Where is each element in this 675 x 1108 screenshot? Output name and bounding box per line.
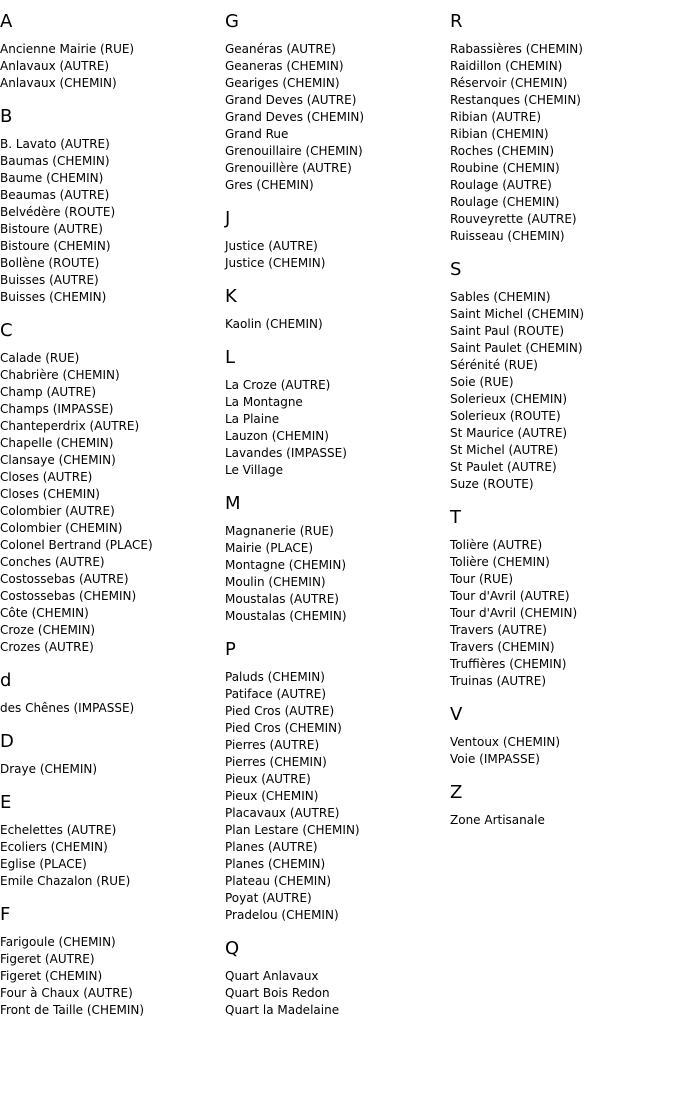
section-letter-heading: F <box>0 904 11 925</box>
street-list-item: Chanteperdrix (AUTRE) <box>0 419 140 433</box>
section-letter-heading: P <box>225 639 236 660</box>
street-list-item: Eglise (PLACE) <box>0 857 87 871</box>
section-letter-heading: Q <box>225 938 240 959</box>
street-list-item: Sérénité (RUE) <box>450 358 538 372</box>
letter-section <box>0 11 220 92</box>
street-list-item: Rouveyrette (AUTRE) <box>450 212 577 226</box>
letter-section <box>0 670 220 717</box>
street-list-item: Moustalas (CHEMIN) <box>225 609 347 623</box>
section-letter-heading: d <box>0 670 12 691</box>
street-list-item: Geaneras (CHEMIN) <box>225 59 344 73</box>
street-list-item: St Paulet (AUTRE) <box>450 460 557 474</box>
letter-section <box>450 259 670 493</box>
street-list-item: St Michel (AUTRE) <box>450 443 559 457</box>
street-list-item: Buisses (CHEMIN) <box>0 290 107 304</box>
street-list-item: Ventoux (CHEMIN) <box>450 735 561 749</box>
section-letter-heading: V <box>450 704 463 725</box>
street-list-item: Pradelou (CHEMIN) <box>225 908 339 922</box>
letter-section <box>450 782 670 829</box>
section-letter-heading: C <box>0 320 13 341</box>
street-list <box>450 734 670 768</box>
street-list-item: Ruisseau (CHEMIN) <box>450 229 565 243</box>
street-list-item: Poyat (AUTRE) <box>225 891 312 905</box>
street-list-item: Ancienne Mairie (RUE) <box>0 42 135 56</box>
street-list-item: Pied Cros (CHEMIN) <box>225 721 342 735</box>
street-list-item: Ribian (CHEMIN) <box>450 127 549 141</box>
street-list-item: Solerieux (CHEMIN) <box>450 392 568 406</box>
section-letter-heading: A <box>0 11 13 32</box>
street-list-item: Pied Cros (AUTRE) <box>225 704 335 718</box>
street-list-item: Bollène (ROUTE) <box>0 256 100 270</box>
street-list-item: Montagne (CHEMIN) <box>225 558 346 572</box>
street-list-item: Draye (CHEMIN) <box>0 762 98 776</box>
section-letter-heading: J <box>225 208 231 229</box>
street-list-item: Colonel Bertrand (PLACE) <box>0 538 153 552</box>
street-list <box>225 238 445 272</box>
street-list-item: Ribian (AUTRE) <box>450 110 542 124</box>
letter-section <box>450 704 670 768</box>
street-list-item: Truinas (AUTRE) <box>450 674 547 688</box>
letter-section <box>225 493 445 625</box>
street-list-item: Saint Paulet (CHEMIN) <box>450 341 583 355</box>
street-list-item: Planes (AUTRE) <box>225 840 318 854</box>
street-list-item: Réservoir (CHEMIN) <box>450 76 568 90</box>
street-list-item: Ecoliers (CHEMIN) <box>0 840 108 854</box>
street-list-item: Geariges (CHEMIN) <box>225 76 340 90</box>
street-list-item: Calade (RUE) <box>0 351 80 365</box>
street-list-item: Justice (AUTRE) <box>225 239 318 253</box>
letter-section <box>225 938 445 1019</box>
street-list-item: Mairie (PLACE) <box>225 541 314 555</box>
street-list <box>0 934 220 1019</box>
street-list-item: Patiface (AUTRE) <box>225 687 327 701</box>
street-list-item: Grenouillaire (CHEMIN) <box>225 144 363 158</box>
street-list-item: Tour (RUE) <box>450 572 514 586</box>
street-list-item: St Maurice (AUTRE) <box>450 426 568 440</box>
street-list <box>225 41 445 194</box>
street-list-item: Raidillon (CHEMIN) <box>450 59 563 73</box>
street-list-item: B. Lavato (AUTRE) <box>0 137 110 151</box>
street-list-item: Placavaux (AUTRE) <box>225 806 340 820</box>
street-list-item: Emile Chazalon (RUE) <box>0 874 131 888</box>
street-list-item: Grenouillère (AUTRE) <box>225 161 352 175</box>
street-list-item: Saint Paul (ROUTE) <box>450 324 565 338</box>
street-list-item: Tolière (AUTRE) <box>450 538 543 552</box>
street-list <box>225 316 445 333</box>
street-list-item: Four à Chaux (AUTRE) <box>0 986 133 1000</box>
street-list-item: Figeret (CHEMIN) <box>0 969 103 983</box>
street-list-item: Truffières (CHEMIN) <box>450 657 567 671</box>
street-list <box>225 968 445 1019</box>
street-list-item: Pierres (AUTRE) <box>225 738 320 752</box>
street-list-item: Restanques (CHEMIN) <box>450 93 581 107</box>
street-list-item: Moustalas (AUTRE) <box>225 592 339 606</box>
street-list-item: Soie (RUE) <box>450 375 514 389</box>
street-list-item: Lauzon (CHEMIN) <box>225 429 329 443</box>
street-list-item: Clansaye (CHEMIN) <box>0 453 116 467</box>
street-list-item: Tour d'Avril (CHEMIN) <box>450 606 578 620</box>
street-list <box>450 812 670 829</box>
letter-section <box>0 904 220 1019</box>
street-list-item: Magnanerie (RUE) <box>225 524 334 538</box>
street-list-item: Quart Bois Redon <box>225 986 330 1000</box>
street-list-item: Anlavaux (CHEMIN) <box>0 76 117 90</box>
street-list-item: Suze (ROUTE) <box>450 477 534 491</box>
street-list-item: Champs (IMPASSE) <box>0 402 114 416</box>
street-list <box>225 523 445 625</box>
street-list-item: Paluds (CHEMIN) <box>225 670 325 684</box>
street-list-item: Tour d'Avril (AUTRE) <box>450 589 570 603</box>
street-list-item: Croze (CHEMIN) <box>0 623 96 637</box>
street-list-item: Lavandes (IMPASSE) <box>225 446 347 460</box>
letter-section <box>0 731 220 778</box>
street-list-item: Baume (CHEMIN) <box>0 171 104 185</box>
street-list <box>0 136 220 306</box>
street-list-item: Crozes (AUTRE) <box>0 640 94 654</box>
street-list-item: Le Village <box>225 463 283 477</box>
section-letter-heading: S <box>450 259 462 280</box>
letter-section <box>450 11 670 245</box>
section-letter-heading: E <box>0 792 12 813</box>
street-list-item: Chapelle (CHEMIN) <box>0 436 114 450</box>
street-list-item: Solerieux (ROUTE) <box>450 409 561 423</box>
street-list-item: Costossebas (AUTRE) <box>0 572 129 586</box>
street-list-item: Grand Deves (AUTRE) <box>225 93 357 107</box>
street-list-item: Zone Artisanale <box>450 813 545 827</box>
street-list-item: Colombier (CHEMIN) <box>0 521 123 535</box>
section-letter-heading: R <box>450 11 463 32</box>
street-list <box>450 289 670 493</box>
street-list-item: Anlavaux (AUTRE) <box>0 59 110 73</box>
street-list-item: Roches (CHEMIN) <box>450 144 555 158</box>
street-list <box>225 377 445 479</box>
section-letter-heading: L <box>225 347 236 368</box>
street-list-item: Travers (CHEMIN) <box>450 640 555 654</box>
section-letter-heading: K <box>225 286 237 307</box>
street-list-item: La Montagne <box>225 395 303 409</box>
street-list-item: Moulin (CHEMIN) <box>225 575 326 589</box>
section-letter-heading: D <box>0 731 14 752</box>
letter-section <box>225 639 445 924</box>
street-index-column-1 <box>0 0 220 1033</box>
street-list-item: Voie (IMPASSE) <box>450 752 540 766</box>
street-list <box>0 41 220 92</box>
letter-section <box>225 11 445 194</box>
street-list-item: Travers (AUTRE) <box>450 623 547 637</box>
street-list <box>0 350 220 656</box>
street-list-item: Saint Michel (CHEMIN) <box>450 307 585 321</box>
section-letter-heading: Z <box>450 782 463 803</box>
street-list-item: Pierres (CHEMIN) <box>225 755 327 769</box>
street-list-item: Belvédère (ROUTE) <box>0 205 116 219</box>
street-list-item: La Croze (AUTRE) <box>225 378 331 392</box>
letter-section <box>0 792 220 890</box>
street-list <box>450 41 670 245</box>
street-list-item: Front de Taille (CHEMIN) <box>0 1003 145 1017</box>
street-list-item: Colombier (AUTRE) <box>0 504 115 518</box>
street-list-item: des Chênes (IMPASSE) <box>0 701 135 715</box>
street-list-item: Roulage (AUTRE) <box>450 178 552 192</box>
street-list-item: Rabassières (CHEMIN) <box>450 42 583 56</box>
street-index-column-2 <box>225 0 445 1033</box>
street-list-item: Grand Rue <box>225 127 289 141</box>
section-letter-heading: G <box>225 11 239 32</box>
street-list-item: Echelettes (AUTRE) <box>0 823 117 837</box>
street-list-item: Justice (CHEMIN) <box>225 256 326 270</box>
street-list-item: Roubine (CHEMIN) <box>450 161 560 175</box>
street-list-item: Chabrière (CHEMIN) <box>0 368 120 382</box>
letter-section <box>0 320 220 656</box>
street-list-item: Planes (CHEMIN) <box>225 857 326 871</box>
street-list-item: Quart Anlavaux <box>225 969 319 983</box>
street-list-item: Closes (AUTRE) <box>0 470 93 484</box>
street-list-item: Plan Lestare (CHEMIN) <box>225 823 360 837</box>
street-list-item: Tolière (CHEMIN) <box>450 555 550 569</box>
street-list-item: Roulage (CHEMIN) <box>450 195 560 209</box>
street-list-item: Quart la Madelaine <box>225 1003 340 1017</box>
section-letter-heading: B <box>0 106 13 127</box>
street-list-item: Bistoure (CHEMIN) <box>0 239 111 253</box>
street-list-item: La Plaine <box>225 412 280 426</box>
street-list-item: Côte (CHEMIN) <box>0 606 89 620</box>
street-list-item: Baumas (CHEMIN) <box>0 154 110 168</box>
letter-section <box>225 286 445 333</box>
street-list-item: Beaumas (AUTRE) <box>0 188 110 202</box>
street-list-item: Kaolin (CHEMIN) <box>225 317 323 331</box>
street-list <box>225 669 445 924</box>
street-list-item: Pieux (CHEMIN) <box>225 789 319 803</box>
street-list-item: Closes (CHEMIN) <box>0 487 100 501</box>
letter-section <box>0 106 220 306</box>
street-list-item: Champ (AUTRE) <box>0 385 97 399</box>
street-list <box>0 700 220 717</box>
letter-section <box>450 507 670 690</box>
street-list-item: Geanéras (AUTRE) <box>225 42 336 56</box>
street-index-column-3 <box>450 0 670 843</box>
street-list-item: Figeret (AUTRE) <box>0 952 95 966</box>
street-list-item: Bistoure (AUTRE) <box>0 222 103 236</box>
letter-section <box>225 347 445 479</box>
street-list-item: Sables (CHEMIN) <box>450 290 551 304</box>
street-list-item: Costossebas (CHEMIN) <box>0 589 137 603</box>
street-list <box>0 761 220 778</box>
street-list <box>450 537 670 690</box>
street-list-item: Grand Deves (CHEMIN) <box>225 110 365 124</box>
street-list-item: Gres (CHEMIN) <box>225 178 314 192</box>
street-list-item: Farigoule (CHEMIN) <box>0 935 116 949</box>
street-list <box>0 822 220 890</box>
street-list-item: Pieux (AUTRE) <box>225 772 311 786</box>
letter-section <box>225 208 445 272</box>
street-list-item: Buisses (AUTRE) <box>0 273 99 287</box>
street-list-item: Conches (AUTRE) <box>0 555 105 569</box>
street-list-item: Plateau (CHEMIN) <box>225 874 332 888</box>
section-letter-heading: T <box>450 507 461 528</box>
section-letter-heading: M <box>225 493 241 514</box>
